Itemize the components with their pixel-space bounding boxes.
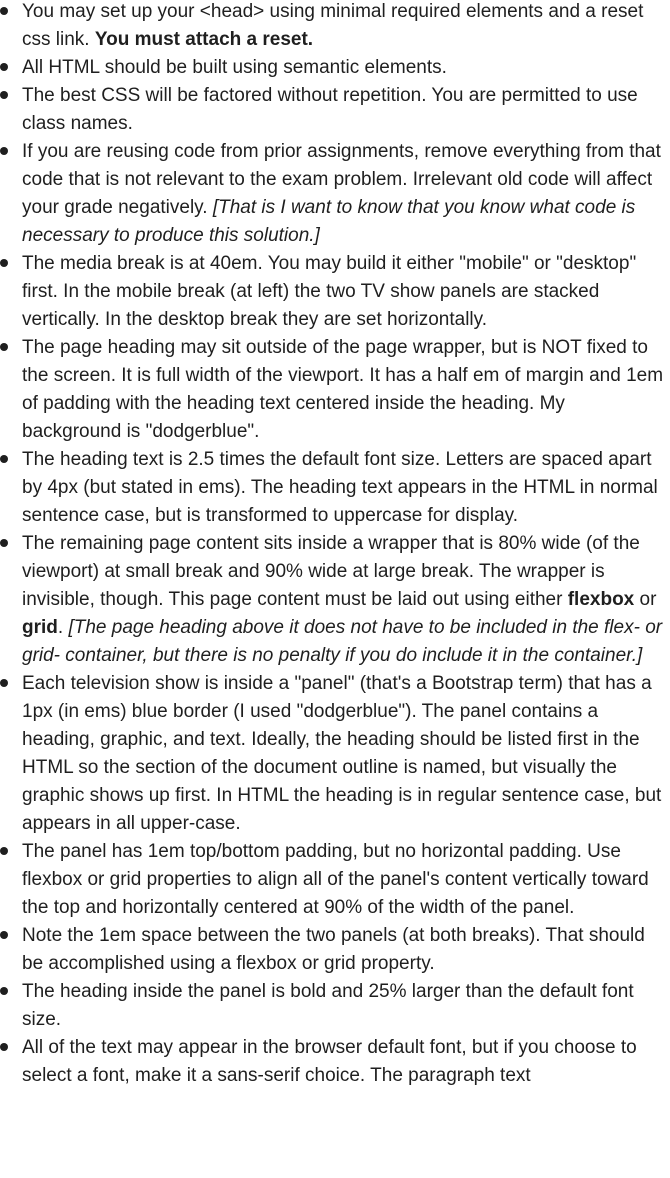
list-item: [22, 334, 670, 446]
bullet-icon: [0, 679, 8, 687]
list-item: [22, 250, 670, 334]
list-item: [22, 138, 670, 250]
bullet-icon: [0, 7, 8, 15]
list-item: [22, 82, 670, 138]
body-text: The heading text is 2.5 times the default font size. Letters are spaced apart by 4px (but stated in ems). The heading text appears in the HTML in normal sentence case, but is transformed to uppercase for display.: [22, 449, 658, 526]
body-text: The media break is at 40em. You may build it either "mobile" or "desktop" first. In the mobile break (at left) the two TV show panels are stacked vertically. In the desktop break they are set horizontally.: [22, 253, 637, 330]
body-text: or: [634, 589, 657, 610]
body-text: The page heading may sit outside of the page wrapper, but is NOT fixed to the screen. It is full width of the viewport. It has a half em of margin and 1em of padding with the heading text centered inside the heading. My background is "dodgerblue".: [22, 337, 664, 442]
body-text: All HTML should be built using semantic elements.: [22, 57, 447, 78]
body-text: .: [57, 617, 69, 638]
body-text: The heading inside the panel is bold and 25% larger than the default font size.: [22, 981, 634, 1030]
bullet-icon: [0, 847, 8, 855]
body-text: The panel has 1em top/bottom padding, but no horizontal padding. Use flexbox or grid properties to align all of the panel's content vertically toward the top and horizontally centered at 90% of the width of the panel.: [22, 841, 649, 918]
body-text: All of the text may appear in the browser default font, but if you choose to select a font, make it a sans-serif choice. The paragraph text: [22, 1037, 637, 1086]
bullet-icon: [0, 147, 8, 155]
bullet-icon: [0, 1043, 8, 1051]
bullet-icon: [0, 987, 8, 995]
list-item: [22, 978, 670, 1034]
bold-text: You must attach a reset.: [94, 29, 314, 50]
bullet-icon: [0, 455, 8, 463]
bullet-icon: [0, 259, 8, 267]
list-item: [22, 670, 670, 838]
body-text: The remaining page content sits inside a wrapper that is 80% wide (of the viewport) at small break and 90% wide at large break. The wrapper is invisible, though. This page content must be laid out using either: [22, 533, 640, 610]
body-text: The best CSS will be factored without repetition. You are permitted to use class names.: [22, 85, 638, 134]
list-item: [22, 838, 670, 922]
bullet-icon: [0, 91, 8, 99]
list-item: [22, 54, 670, 82]
list-item: [22, 530, 670, 670]
body-text: If you are reusing code from prior assignments, remove everything from that code that is not relevant to the exam problem. Irrelevant old code will affect your grade negatively.: [22, 141, 661, 218]
bullet-icon: [0, 539, 8, 547]
body-text: Each television show is inside a "panel" (that's a Bootstrap term) that has a 1px (in ems) blue border (I used "dodgerblue"). The panel contains a heading, graphic, and text. Ideally, the heading should be listed first in the HTML so the section of the document outline is named, but visually the graphic shows up first. In HTML the heading is in regular sentence case, but appears in all upper-case.: [22, 673, 662, 834]
bullet-icon: [0, 931, 8, 939]
italic-text: [The page heading above it does not have to be included in the flex- or grid- container, but there is no penalty if you do include it in the container.]: [22, 617, 663, 666]
bullet-icon: [0, 63, 8, 71]
bold-text: flexbox: [567, 589, 635, 610]
body-text: You may set up your <head> using minimal required elements and a reset css link.: [22, 1, 644, 50]
list-item: [22, 1034, 670, 1090]
list-item: [22, 922, 670, 978]
bold-text: grid: [22, 617, 58, 638]
italic-text: [That is I want to know that you know what code is necessary to produce this solution.]: [22, 197, 636, 246]
list-item: [22, 446, 670, 530]
bullet-icon: [0, 343, 8, 351]
body-text: Note the 1em space between the two panels (at both breaks). That should be accomplished using a flexbox or grid property.: [22, 925, 645, 974]
list-item: [22, 0, 670, 54]
